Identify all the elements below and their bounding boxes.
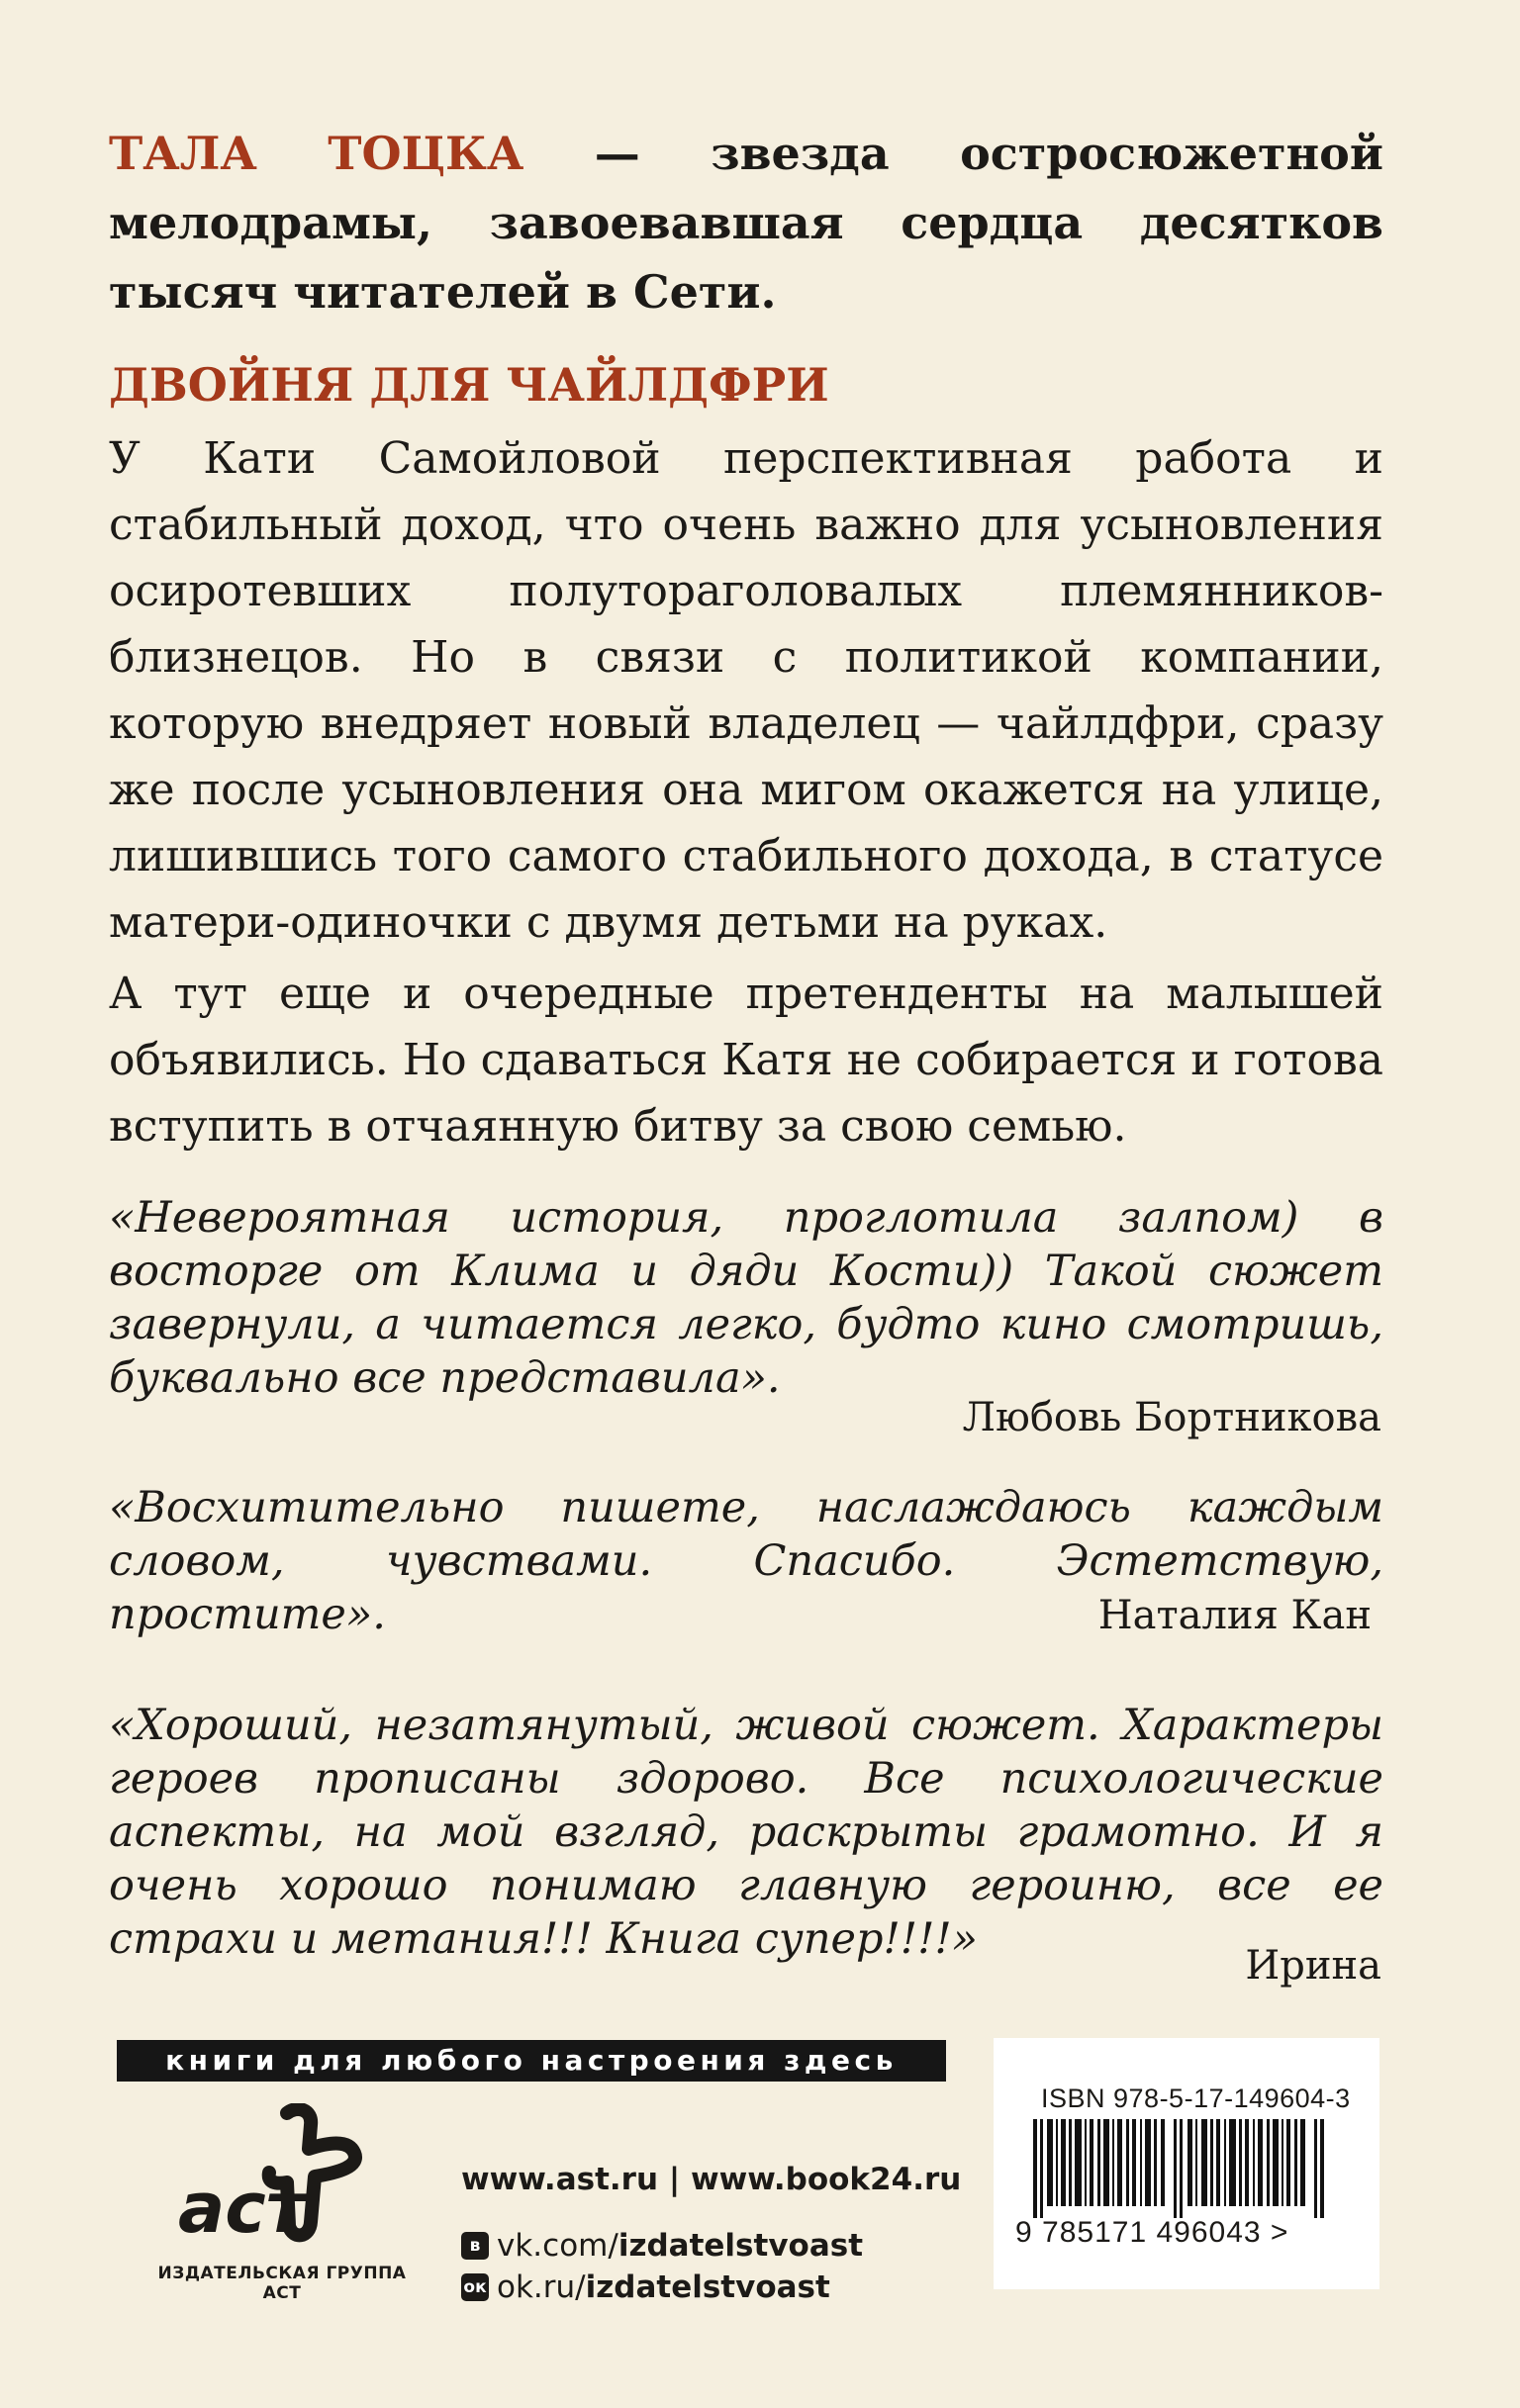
ok-handle: izdatelstvoast <box>585 2269 830 2305</box>
isbn-number: ISBN 978-5-17-149604-3 <box>1041 2084 1351 2113</box>
author-description: — звезда остросюжетной мелодрамы, завоевавшая сердца десятков тысяч читателей в Сети. <box>109 127 1383 319</box>
vk-icon: в <box>461 2232 489 2260</box>
vk-handle: izdatelstvoast <box>618 2228 864 2264</box>
slogan-bar: книги для любого настроения здесь <box>117 2040 946 2082</box>
ok-prefix: ok.ru/ <box>497 2269 586 2305</box>
annotation <box>109 425 1383 1164</box>
annotation-paragraph: А тут еще и очередные претенденты на малышей объявились. Но сдаваться Катя не собирается и готова вступить в отчаянную битву за свою семью. <box>109 969 1383 1152</box>
barcode-icon <box>1033 2119 1340 2218</box>
barcode-digits: 9 785171 496043 > <box>1015 2216 1289 2249</box>
publisher-name: ИЗДАТЕЛЬСКАЯ ГРУППА АСТ <box>157 2264 407 2303</box>
review-quote: «Хороший, незатянутый, живой сюжет. Характеры героев прописаны здорово. Все психологические аспекты, на мой взгляд, раскрыты грамотно. И я очень хорошо понимаю главную героиню, все ее страхи и метания!!! Книга супер!!!!» <box>109 1701 1383 1964</box>
publisher-websites[interactable]: www.ast.ru | www.book24.ru <box>461 2162 962 2197</box>
vk-link[interactable] <box>461 2225 961 2267</box>
ast-logo-icon <box>176 2103 384 2252</box>
logo-text: аст <box>178 2168 307 2249</box>
review-quote: «Невероятная история, проглотила залпом) в восторге от Клима и дяди Кости)) Такой сюжет завернули, а читается легко, будто кино смотришь, буквально все представила». <box>109 1193 1383 1403</box>
barcode-box <box>994 2038 1379 2289</box>
publisher-contacts <box>461 2162 961 2308</box>
review-author: Любовь Бортникова <box>962 1395 1381 1440</box>
annotation-paragraph: У Кати Самойловой перспективная работа и стабильный доход, что очень важно для усыновления осиротевших полутораголовалых племянников-близнецов. Но в связи с политикой компании, которую внедряет новый владелец — чайлдфри, сразу же после усыновления она мигом окажется на улице, лишившись того самого стабильного дохода, в статусе матери-одиночки с двумя детьми на руках. <box>109 433 1383 948</box>
ok-icon: ок <box>461 2273 489 2301</box>
review-quote: «Восхитительно пишете, наслаждаюсь каждым словом, чувствами. Спасибо. Эстетствую, простите». <box>109 1483 1383 1639</box>
review-author: Наталия Кан <box>1097 1593 1372 1638</box>
author-intro <box>109 119 1383 326</box>
ok-link[interactable] <box>461 2267 961 2308</box>
review-author: Ирина <box>1245 1943 1381 1989</box>
vk-prefix: vk.com/ <box>497 2228 618 2264</box>
book-title: ДВОЙНЯ ДЛЯ ЧАЙЛДФРИ <box>109 358 829 412</box>
author-name: ТАЛА ТОЦКА <box>109 127 524 180</box>
